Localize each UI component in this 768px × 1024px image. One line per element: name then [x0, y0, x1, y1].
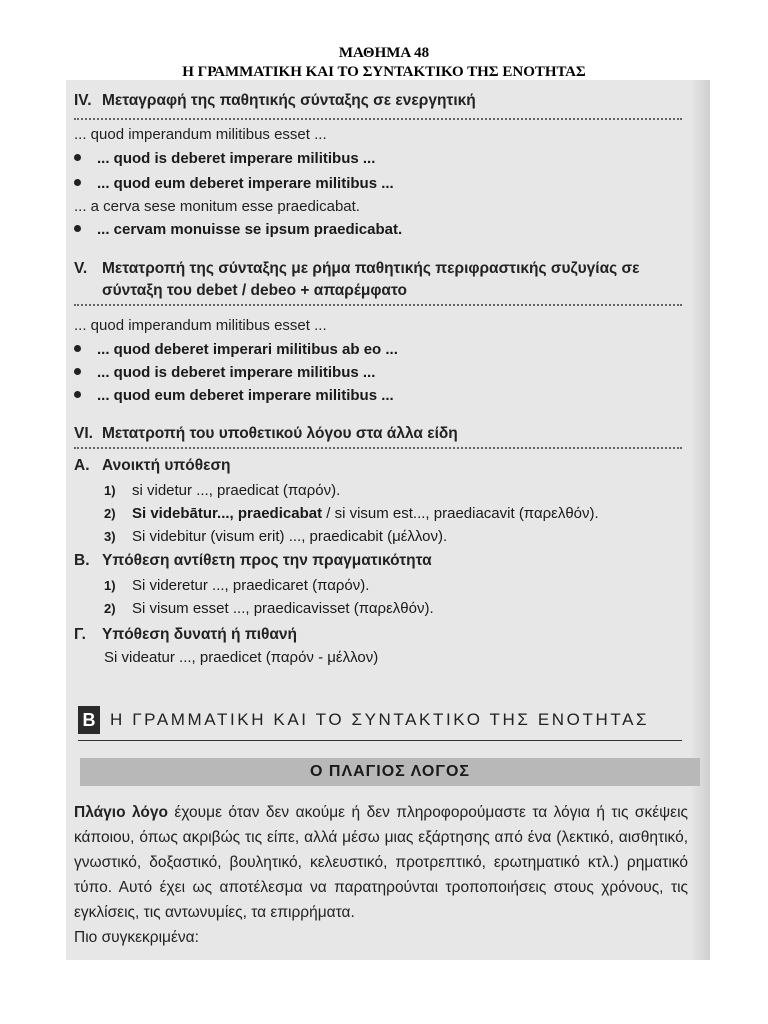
- section-b-badge: B: [78, 706, 100, 734]
- bullet-line: [74, 220, 402, 240]
- subsection-b-title: Υπόθεση αντίθετη προς την πραγματικότητα: [102, 552, 432, 569]
- bullet-text: ... quod deberet imperari militibus ab eo ...: [97, 341, 398, 358]
- para-text: έχουμε όταν δεν ακούμε ή δεν πληροφορούμαστε τα λόγια ή τις σκέψεις κάποιου, όπως ακριβώς τις είπε, αλλά μέσω μιας εξάρτησης από ένα (λεκτικό, αισθητικό, γνωστικό, δοξαστικό, βουλητικό, κελευστικό, προτρεπτικό, ερωτηματικό κτλ.) ρηματικό τύπο. Αυτό έχει ως αποτέλεσμα να παρατηρούνται τροποποιήσεις στους χρόνους, τις εγκλίσεις, τις αντωνυμίες, τα επιρρήματα.: [74, 804, 689, 921]
- section-v-title: Μετατροπή της σύνταξης με ρήμα παθητικής περιφραστικής συζυγίας σε: [102, 260, 640, 277]
- bullet-line: [74, 363, 375, 383]
- item-bold-text: Si videbātur..., praedicabat: [132, 505, 323, 522]
- topic-banner: Ο ΠΛΑΓΙΟΣ ΛΟΓΟΣ: [80, 758, 700, 786]
- lesson-number: ΜΑΘΗΜΑ 48: [338, 45, 430, 61]
- bullet-icon: [74, 154, 81, 161]
- bullet-text: ... quod is deberet imperare militibus ...: [97, 150, 376, 167]
- bullet-icon: [74, 391, 81, 398]
- lesson-title: Η ΓΡΑΜΜΑΤΙΚΗ ΚΑΙ ΤΟ ΣΥΝΤΑΚΤΙΚΟ ΤΗΣ ΕΝΟΤΗΤΑΣ: [182, 64, 586, 80]
- section-v-heading: [74, 258, 639, 280]
- bullet-text: ... cervam monuisse se ipsum praedicabat.: [97, 221, 403, 238]
- bullet-text: ... quod eum deberet imperare militibus ...: [97, 387, 394, 404]
- bullet-text: ... quod eum deberet imperare militibus ...: [97, 175, 394, 192]
- subsection-a-title: Ανοικτή υπόθεση: [102, 457, 231, 474]
- dotted-divider: [74, 118, 682, 120]
- section-v-number: V.: [74, 260, 88, 277]
- bullet-text: ... quod is deberet imperare militibus ...: [97, 364, 376, 381]
- section-iv-number: IV.: [74, 92, 92, 109]
- bullet-icon: [74, 345, 81, 352]
- list-item: [104, 481, 340, 501]
- section-iv-heading: [74, 90, 476, 112]
- bullet-icon: [74, 368, 81, 375]
- bullet-icon: [74, 225, 81, 232]
- item-number: 1): [104, 483, 116, 498]
- dotted-divider: [74, 447, 682, 449]
- subsection-b-letter: Β.: [74, 552, 90, 569]
- item-text: Si videbitur (visum erit) ..., praedicabit (μέλλον).: [132, 528, 448, 545]
- subsection-b-heading: [74, 550, 432, 572]
- page-shadow: [690, 80, 710, 960]
- section-v-title-cont: σύνταξη του debet / debeo + απαρέμφατο: [102, 282, 407, 299]
- body-paragraph: [74, 800, 688, 950]
- bullet-line: [74, 386, 394, 406]
- bullet-line: [74, 340, 398, 360]
- section-b-rule: [78, 740, 682, 741]
- item-text: Si videretur ..., praedicaret (παρόν).: [132, 577, 370, 594]
- subsection-g-letter: Γ.: [74, 626, 86, 643]
- para-last-line: Πιο συγκεκριμένα:: [74, 929, 199, 946]
- item-text: / si visum est..., praediacavit (παρελθόν).: [322, 505, 599, 522]
- list-item: [104, 576, 369, 596]
- subsection-g-title: Υπόθεση δυνατή ή πιθανή: [102, 626, 297, 643]
- bullet-line: [74, 174, 394, 194]
- bullet-icon: [74, 179, 81, 186]
- item-text: si videtur ..., praedicat (παρόν).: [132, 482, 341, 499]
- example-line: ... quod imperandum militibus esset ...: [74, 317, 327, 334]
- section-vi-title: Μετατροπή του υποθετικού λόγου στα άλλα είδη: [102, 425, 458, 442]
- item-text: Si visum esset ..., praedicavisset (παρελθόν).: [132, 600, 434, 617]
- section-vi-heading: [74, 423, 458, 445]
- example-line: ... quod imperandum militibus esset ...: [74, 126, 327, 143]
- para-bold-term: Πλάγιο λόγο: [74, 804, 168, 821]
- item-number: 1): [104, 578, 116, 593]
- dotted-divider: [74, 304, 682, 306]
- section-iv-title: Μεταγραφή της παθητικής σύνταξης σε ενεργητική: [102, 92, 476, 109]
- section-vi-number: VI.: [74, 425, 93, 442]
- list-item: [104, 599, 434, 619]
- item-number: 2): [104, 601, 116, 616]
- list-item: [104, 527, 447, 547]
- bullet-line: [74, 149, 375, 169]
- subsection-a-letter: Α.: [74, 457, 90, 474]
- item-number: 3): [104, 529, 116, 544]
- list-item: Si videatur ..., praedicet (παρόν - μέλλον): [104, 649, 379, 666]
- example-line: ... a cerva sese monitum esse praedicabat.: [74, 198, 360, 215]
- subsection-g-heading: [74, 624, 297, 646]
- item-number: 2): [104, 506, 116, 521]
- list-item: [104, 504, 599, 524]
- section-b-title: Η ΓΡΑΜΜΑΤΙΚΗ ΚΑΙ ΤΟ ΣΥΝΤΑΚΤΙΚΟ ΤΗΣ ΕΝΟΤΗΤΑΣ: [110, 710, 650, 729]
- subsection-a-heading: [74, 455, 231, 477]
